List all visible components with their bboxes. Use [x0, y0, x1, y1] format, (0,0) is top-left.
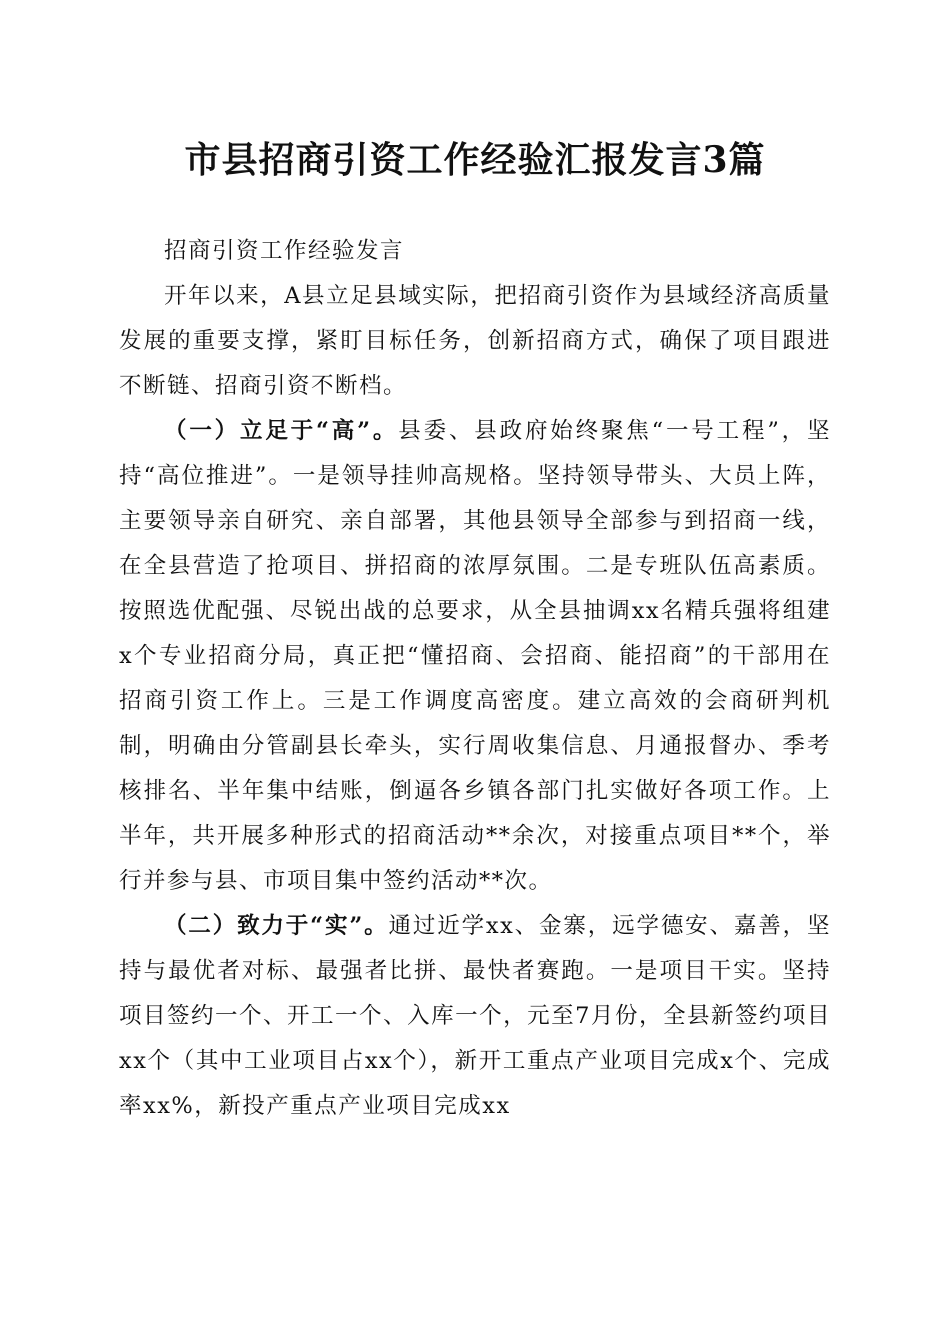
section-one-heading: （一）立足于“高”。 [164, 418, 399, 444]
section-two-paragraph [119, 904, 831, 1129]
intro-paragraph [119, 274, 831, 409]
section-one-text: 县委、县政府始终聚焦“一号工程”，坚持“高位推进”。一是领导挂帅高规格。坚持领导带头、大员上阵，主要领导亲自研究、亲自部署，其他县领导全部参与到招商一线，在全县营造了抢项目、拼招商的浓厚氛围。二是专班队伍高素质。按照选优配强、尽锐出战的总要求，从全县抽调xx名精兵强将组建x个专业招商分局，真正把“懂招商、会招商、能招商”的干部用在招商引资工作上。三是工作调度高密度。建立高效的会商研判机制，明确由分管副县长牵头，实行周收集信息、月通报督办、季考核排名、半年集中结账，倒逼各乡镇各部门扎实做好各项工作。上半年，共开展多种形式的招商活动**余次，对接重点项目**个，举行并参与县、市项目集中签约活动**次。 [119, 418, 831, 894]
section-one-paragraph [119, 409, 831, 904]
document-title: 市县招商引资工作经验汇报发言3篇 [184, 139, 766, 181]
intro-text: 开年以来，A县立足县域实际，把招商引资作为县域经济高质量发展的重要支撑，紧盯目标任务，创新招商方式，确保了项目跟进不断链、招商引资不断档。 [119, 283, 831, 399]
section-two-text: 通过近学xx、金寨，远学德安、嘉善，坚持与最优者对标、最强者比拼、最快者赛跑。一是项目干实。坚持项目签约一个、开工一个、入库一个，元至7月份，全县新签约项目xx个（其中工业项目占xx个），新开工重点产业项目完成x个、完成率xx%，新投产重点产业项目完成xx [119, 913, 831, 1119]
section-two-heading: （二）致力于“实”。 [164, 913, 389, 939]
document-body [119, 229, 831, 1129]
subtitle-text: 招商引资工作经验发言 [164, 238, 405, 264]
subtitle-paragraph [119, 229, 831, 274]
